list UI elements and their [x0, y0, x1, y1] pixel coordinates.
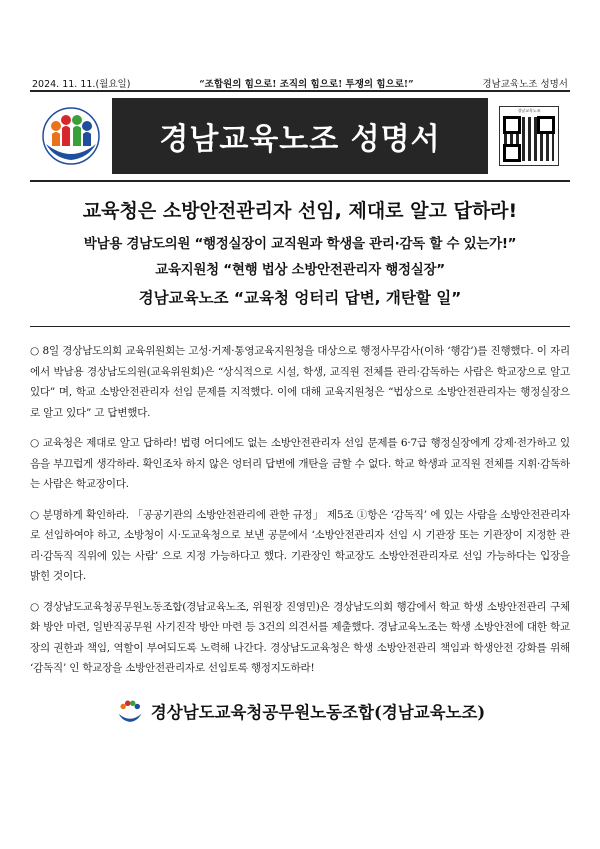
sub-headline-1: 박남용 경남도의원 “행정실장이 교직원과 학생을 관리·감독 할 수 있는가!” [83, 236, 517, 252]
footer-signature [30, 697, 570, 725]
paragraph: ○ 8일 경상남도의회 교육위원회는 고성·거제·통영교육지원청을 대상으로 행정사무감사(이하 ‘행감’)를 진행했다. 이 자리에서 박남용 경상남도의원(교육위원회)은 “상식적으로 시설, 학생, 교직원 전체를 관리·감독하는 사람은 학교장으로 알고 있다” 며, 학교 소방안전관리자 선임 문제를 지적했다. 이에 대해 교육지원청은 “법상으로 소방안전관리자는 행정실장으로 알고 있다” 고 답변했다. [30, 345, 570, 419]
main-headline: 교육청은 소방안전관리자 선임, 제대로 알고 답하라! [82, 200, 518, 222]
paragraph: ○ 분명하게 확인하라. 「공공기관의 소방안전관리에 관한 규정」 제5조 ①항은 ‘감독직’ 에 있는 사람을 소방안전관리자로 선임하여야 하고, 소방청이 시·도교육청으로 보낸 공문에서 ‘소방안전관리자 선임 시 기관장 또는 기관장이 지정한 관리·감독직 직위에 있는 사람’ 으로 지정 가능하다고 했다. 기관장인 학교장도 소방안전관리자로 선임 가능하다는 입장을 밝힌 것이다. [30, 508, 570, 582]
sub-headline-3: 경남교육노조 “교육청 엉터리 답변, 개탄할 일” [138, 289, 462, 307]
organization-name: 경상남도교육청공무원노동조합(경남교육노조) [150, 702, 486, 722]
paragraph: ○ 경상남도교육청공무원노동조합(경남교육노조, 위원장 진영민)은 경상남도의회 행감에서 학교 학생 소방안전관리 구체화 방안 마련, 일반직공무원 사기진작 방안 마련 등 3건의 의견서를 제출했다. 경남교육노조는 학생 소방안전에 대한 학교장의 권한과 책임, 역할이 부여되도록 노력해 나간다. 경상남도교육청은 학생 소방안전관리 책임과 학생안전 강화를 위해 ‘감독직’ 인 학교장을 소방안전관리자로 선임토록 행정지도하라! [30, 600, 570, 674]
statement-body [30, 326, 570, 679]
sub-headline-2: 교육지원청 “현행 법상 소방안전관리자 행정실장” [155, 262, 445, 278]
headlines [30, 196, 570, 308]
statement-page [30, 76, 570, 725]
title-banner [30, 98, 570, 174]
doc-type: 경남교육노조 성명서 [482, 79, 568, 90]
qr-caption: 경남교육노조 [517, 108, 541, 113]
divider [30, 180, 570, 182]
date: 2024. 11. 11.(월요일) [32, 79, 131, 90]
union-logo-small-icon [115, 697, 145, 725]
slogan: “조합원의 힘으로! 조직의 힘으로! 투쟁의 힘으로!” [199, 79, 414, 90]
qr-code-icon[interactable] [488, 98, 570, 174]
banner-title: 경남교육노조 성명서 [112, 98, 488, 174]
paragraph: ○ 교육청은 제대로 알고 답하라! 법령 어디에도 없는 소방안전관리자 선임 문제를 6·7급 행정실장에게 강제·전가하고 있음을 부끄럽게 생각하라. 확인조차 하지 않은 엉터리 답변에 개탄을 금할 수 없다. 학교 학생과 교직원 전체를 지휘·감독하는 사람은 학교장이다. [30, 437, 570, 490]
top-info-bar [30, 76, 570, 92]
union-logo-icon [30, 98, 112, 174]
